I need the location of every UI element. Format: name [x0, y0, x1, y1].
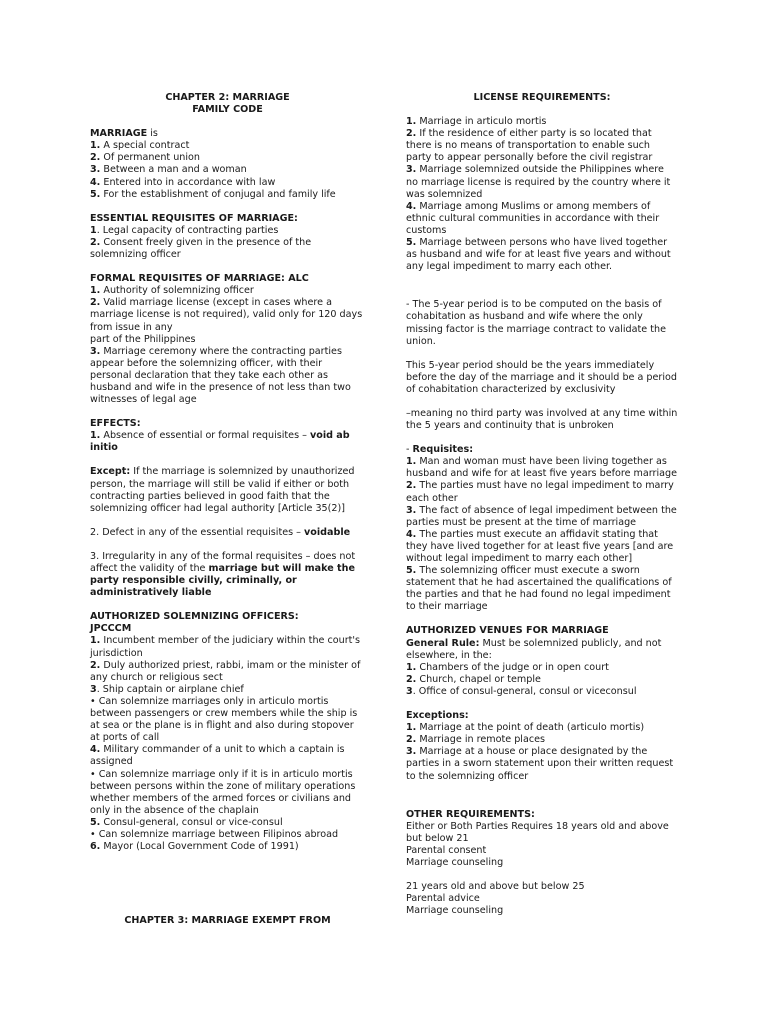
list-item: 2. Marriage in remote places: [406, 734, 546, 746]
list-item: • Can solemnize marriage only if it is in articulo mortis between persons within the zone of military operations whether members of the armed forces or civilians and only in the absence of the chaplain: [90, 768, 356, 816]
five-year-note: - The 5-year period is to be computed on the basis of cohabitation as husband and wife where the only missing factor is the marriage contract to validate the union.: [406, 299, 666, 347]
list-item: 1. Absence of essential or formal requisites – void ab initio: [90, 430, 350, 454]
list-item: 2. The parties must have no legal impediment to marry each other: [406, 480, 674, 504]
list-item: Parental consent: [406, 844, 487, 856]
essential-requisites-section: [90, 213, 365, 261]
left-column: [90, 92, 365, 853]
requisites-heading: - Requisites:: [406, 444, 474, 456]
effects-heading: EFFECTS:: [90, 418, 141, 430]
venues-heading: AUTHORIZED VENUES FOR MARRIAGE: [406, 625, 609, 637]
list-item: 2. Church, chapel or temple: [406, 673, 541, 685]
list-item: 3. Marriage solemnized outside the Philippines where no marriage license is required by the country where it was solemnized: [406, 164, 671, 200]
list-item: 21 years old and above but below 25: [406, 881, 585, 893]
list-item: 3. Marriage ceremony where the contracting parties appear before the solemnizing officer, with their personal declaration that they take each other as husband and wife in the presence of not less than two witnesses of legal age: [90, 345, 351, 406]
list-item: 2. Duly authorized priest, rabbi, imam or the minister of any church or religious sect: [90, 659, 361, 683]
list-item: 2. Valid marriage license (except in cases where a marriage license is not required), valid only for 120 days from issue in any: [90, 297, 363, 333]
essential-heading: ESSENTIAL REQUISITES OF MARRIAGE:: [90, 212, 298, 224]
list-item: 1. A special contract: [90, 140, 190, 152]
list-item: 5. For the establishment of conjugal and family life: [90, 188, 336, 200]
list-item: Marriage counseling: [406, 856, 504, 868]
list-item: Marriage counseling: [406, 905, 504, 917]
list-item: 1. Authority of solemnizing officer: [90, 285, 254, 297]
except-paragraph: Except: If the marriage is solemnized by unauthorized person, the marriage will still be valid if either or both contracting parties believed in good faith that the solemnizing officer had legal authority [Article 35(2)]: [90, 466, 355, 514]
list-item: 4. The parties must execute an affidavit stating that they have lived together for at least five years [and are without legal impediment to marry each other]: [406, 528, 674, 564]
list-item: 1. Marriage at the point of death (articulo mortis): [406, 722, 645, 734]
chapter3-title: CHAPTER 3: MARRIAGE EXEMPT FROM: [124, 915, 331, 926]
list-item: Either or Both Parties Requires 18 years old and above but below 21: [406, 820, 669, 844]
list-item: 1. Incumbent member of the judiciary within the court's jurisdiction: [90, 635, 361, 659]
officers-heading: AUTHORIZED SOLEMNIZING OFFICERS:: [90, 611, 299, 623]
right-column: [406, 92, 678, 917]
list-item: 6. Mayor (Local Government Code of 1991): [90, 841, 299, 853]
list-item: 1. Man and woman must have been living together as husband and wife for at least five years before marriage: [406, 456, 678, 480]
list-item: part of the Philippines: [90, 333, 196, 345]
venues-section: [406, 625, 678, 698]
list-item: 3. Irregularity in any of the formal requisites – does not affect the validity of the marriage but will make the party responsible civilly, criminally, or administratively liable: [90, 550, 356, 599]
five-year-note-2: This 5-year period should be the years immediately before the day of the marriage and it should be a period of cohabitation characterized by exclusivity: [406, 359, 677, 395]
marriage-section: [90, 128, 365, 201]
list-item: Parental advice: [406, 893, 480, 905]
chapter-title: CHAPTER 2: MARRIAGE: [165, 92, 290, 103]
list-item: 1. Marriage in articulo mortis: [406, 116, 547, 128]
list-item: 3. Between a man and a woman: [90, 164, 247, 176]
marriage-heading: MARRIAGE is: [90, 128, 158, 140]
list-item: 2. If the residence of either party is so located that there is no means of transportation to enable such party to appear personally before the civil registrar: [406, 128, 653, 164]
list-item: 5. The solemnizing officer must execute a sworn statement that he had ascertained the qualifications of the parties and that he had found no legal impediment to their marriage: [406, 565, 672, 613]
list-item: 4. Entered into in accordance with law: [90, 176, 276, 188]
formal-heading: FORMAL REQUISITES OF MARRIAGE: ALC: [90, 273, 309, 285]
general-rule: General Rule: Must be solemnized publicly, and not elsewhere, in the:: [406, 637, 662, 661]
officers-acronym: JPCCCM: [90, 623, 132, 635]
list-item: 5. Marriage between persons who have lived together as husband and wife for at least five years and without any legal impediment to marry each other.: [406, 237, 671, 273]
five-year-note-3: –meaning no third party was involved at any time within the 5 years and continuity that is unbroken: [406, 407, 678, 432]
list-item: 1. Chambers of the judge or in open court: [406, 661, 609, 673]
chapter-subtitle: FAMILY CODE: [192, 104, 263, 116]
list-item: 5. Consul-general, consul or vice-consul: [90, 816, 283, 828]
list-item: 2. Of permanent union: [90, 152, 200, 164]
effects-section: [90, 418, 365, 599]
list-item: 3. Ship captain or airplane chief: [90, 683, 244, 695]
officers-section: [90, 611, 365, 853]
list-item: • Can solemnize marriages only in articulo mortis between passengers or crew members while the ship is at sea or the plane is in flight and also during stopover at ports of call: [90, 695, 358, 744]
list-item: • Can solemnize marriage between Filipinos abroad: [90, 828, 339, 840]
list-item: 2. Defect in any of the essential requisites – voidable: [90, 526, 351, 538]
list-item: 2. Consent freely given in the presence of the solemnizing officer: [90, 236, 312, 261]
exceptions-heading: Exceptions:: [406, 710, 469, 722]
list-item: 4. Marriage among Muslims or among members of ethnic cultural communities in accordance with their customs: [406, 200, 660, 236]
list-item: 3. The fact of absence of legal impediment between the parties must be present at the time of marriage: [406, 504, 677, 528]
formal-requisites-section: [90, 273, 365, 406]
exceptions-section: [406, 710, 678, 783]
license-list: [406, 116, 678, 273]
requisites-section: [406, 444, 678, 613]
list-item: 1. Legal capacity of contracting parties: [90, 224, 279, 236]
other-heading: OTHER REQUIREMENTS:: [406, 808, 535, 820]
list-item: 3. Office of consul-general, consul or viceconsul: [406, 685, 637, 697]
license-heading: LICENSE REQUIREMENTS:: [473, 92, 611, 103]
other-requirements-section: [406, 809, 678, 918]
list-item: 3. Marriage at a house or place designated by the parties in a sworn statement upon their written request to the solemnizing officer: [406, 746, 674, 782]
list-item: 4. Military commander of a unit to which a captain is assigned: [90, 744, 345, 768]
